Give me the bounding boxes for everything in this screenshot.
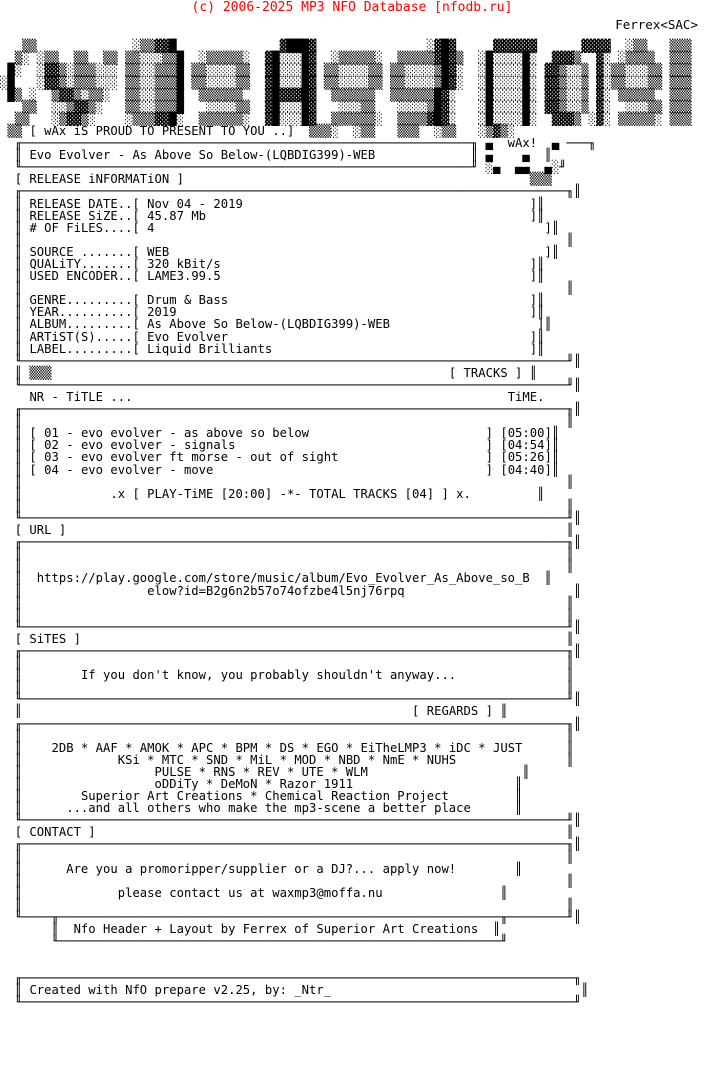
layout-credit: Nfo Header + Layout by Ferrex of Superior Art Creations xyxy=(73,922,479,937)
spacer-row: ║ ║ xyxy=(0,414,574,429)
layout-credit-row: ║ Nfo Header + Layout by Ferrex of Superior Art Creations ║ xyxy=(0,922,501,937)
field-label: ARTiST(S).....[ xyxy=(29,329,140,344)
tracks-summary: .x [ PLAY-TiME [20:00] -*- TOTAL TRACKS [04] ] x. xyxy=(110,486,471,501)
field-value: LAME3.99.5 xyxy=(147,269,221,284)
spacer-row: ║ ║ xyxy=(0,873,574,888)
nfodb-banner: (c) 2006-2025 MP3 NFO Database [nfodb.ru] xyxy=(191,0,513,15)
contact-box-bottom: ╙────╥────────────────────────────────────────────────────────────╥────────╜║ xyxy=(0,910,582,925)
release-box-bottom: ╙──────────────────────────────────────────────────────────────────────────╜║ xyxy=(0,353,582,368)
contact-line-1: Are you a promoripper/supplier or a DJ?... apply now! xyxy=(66,861,457,876)
regards-line: KSi * MTC * SND * MiL * MOD * NBD * NmE * NUHS xyxy=(117,752,457,767)
regards-line: PULSE * RNS * REV * UTE * WLM xyxy=(154,764,368,779)
spacer-row: ║ ║ xyxy=(0,680,574,695)
track-title: evo evolver - move xyxy=(80,462,214,477)
spacer-row: ║ ║ xyxy=(0,547,574,562)
sites-section-row: [ SiTES ] ║ xyxy=(14,631,574,646)
url-line-1[interactable]: https://play.google.com/store/music/album/Evo_Evolver_As_Above_so_B xyxy=(36,571,530,586)
release-box-top: ╓──────────────────────────────────────────────────────────────────────────╖║ xyxy=(0,184,582,199)
contact-section-label: [ CONTACT ] xyxy=(14,825,96,840)
field-value: 45.87 Mb xyxy=(147,208,207,223)
field-value: 4 xyxy=(147,220,155,235)
tracks-box-top: ╓──────────────────────────────────────────────────────────────────────────╖║ xyxy=(0,402,582,417)
group-credit: Ferrex<SAC> xyxy=(615,17,698,32)
tracks-col-right: TiME. xyxy=(507,390,545,404)
nfo-text-body xyxy=(0,28,704,1008)
tracks-section-row: ║ ▒▒▒ [ TRACKS ] ║ xyxy=(0,365,538,380)
field-value: 320 kBit/s xyxy=(147,256,221,271)
field-label: RELEASE SiZE..[ xyxy=(29,208,140,223)
track-time: [04:40] xyxy=(500,462,552,477)
track-nr: 02 xyxy=(44,438,59,453)
spacer-row: ║ ║ xyxy=(0,281,574,296)
field-label: GENRE.........[ xyxy=(29,293,140,308)
release-section-label: [ RELEASE iNFORMATiON ] xyxy=(14,172,184,187)
field-value: As Above So Below-(LQBDIG399)-WEB xyxy=(147,317,390,332)
regards-section-row: ║ [ REGARDS ] ║ xyxy=(0,704,508,719)
field-value: Evo Evolver xyxy=(147,329,229,344)
field-label: SOURCE .......[ xyxy=(29,244,140,259)
release-title: Evo Evolver - As Above So Below-(LQBDIG399)-WEB xyxy=(29,148,376,163)
track-title: evo evolver ft morse - out of sight xyxy=(80,450,339,465)
spacer-row: ║ ║ xyxy=(0,728,574,743)
sites-section-label: [ SiTES ] xyxy=(14,631,81,646)
track-row: ║ [ 04 - evo evolver - move ] [04:40]║ xyxy=(0,462,560,477)
track-nr: 01 xyxy=(44,426,59,441)
url-line-row: ║ elow?id=B2g6n2b57o74ofzbe4l5nj76rpq ║ xyxy=(0,583,582,598)
logo-row: ▒░ ░▒▒ ▒▒ ▒▒ ▒▒░░░▒▒█ ░▒▒▒▒▒░ ▓█░░░█▓ ░▒▒▒▒▒░ ▒▒▒▒▒▓█▓▒ ░█░░░░█░ ▓▓▓▒ ▓░ ░▒▒▒▒ ▒▒▒ xyxy=(0,51,692,66)
sites-text: If you don't know, you probably shouldn't anyway... xyxy=(80,668,457,683)
spacer-row: ║ ║ xyxy=(0,559,574,574)
regards-box-bottom: ╙──────────────────────────────────────────────────────────────────────────╜║ xyxy=(0,813,582,828)
track-time: [05:00] xyxy=(500,426,552,441)
regards-line-row: ║ Superior Art Creations * Chemical Reaction Project ║ xyxy=(0,789,523,804)
release-field-row: ║ SOURCE .......[ WEB ]║ xyxy=(0,244,560,259)
url-line-2[interactable]: elow?id=B2g6n2b57o74ofzbe4l5nj76rpq xyxy=(147,583,405,598)
field-value: Liquid Brilliants xyxy=(147,341,273,356)
release-section-row: [ RELEASE iNFORMATiON ] ▒▒▒ xyxy=(14,172,552,187)
url-section-row: [ URL ] ║ xyxy=(14,523,574,538)
footer-text-row: ║ Created with NfO prepare v2.25, by: _Ntr_ ║ xyxy=(0,982,589,997)
release-title-row: ╓─────────────────────────────────────────────────────────────╖ ▄ wAx! ▄ ───╖ xyxy=(0,136,596,151)
contact-line-row: ║ please contact us at waxmp3@moffa.nu ║ xyxy=(0,885,508,900)
url-box-bottom: ╙──────────────────────────────────────────────────────────────────────────╜║ xyxy=(0,619,582,634)
field-label: # OF FiLES....[ xyxy=(29,220,140,235)
release-field-row: ║ QUALiTY.......[ 320 kBit/s ]║ xyxy=(0,256,545,271)
logo-row: ░█ ░▓▓▒░▒▒▒░░░ ▒▒░░▒▒▒█ ▒▒░░░░▒▒ ▓█░░░█▓ ▒▒░░░░▒▒ ▒▒░░░░▒█▓░ ░█░░░░█░ ▓▓▒░░▒ ▓░▒▒░░░▒▒ ▒▒▒ xyxy=(0,75,692,90)
release-field-row: ║ USED ENCODER..[ LAME3.99.5 ]║ xyxy=(0,269,545,284)
regards-box-top: ╓──────────────────────────────────────────────────────────────────────────╖║ xyxy=(0,716,582,731)
logo-row: ▒▒ ░░▒▓▓▒░ ▒▒░░▒▒▒█ ░░░░▒▒ ▓█░░░█▓ ░░░▒▒ ░░░░▒█▓░ ░█░░░░█░ ▓▓▒░░▒ ▓░ ░░░▒▒ ▒▒▒ xyxy=(0,99,692,114)
spacer-row: ║ ║ xyxy=(0,897,574,912)
field-value: Nov 04 - 2019 xyxy=(147,196,243,211)
release-section-row: ╙─────────────────────────────────────────────────────────────╜ ░▄ ▄▄ ▄░╜ xyxy=(0,160,567,175)
spacer-row: ║ ║ xyxy=(0,849,574,864)
logo-row: ▒▒ ░▒▒▓▓█ ▓███▓ ░▓█▓ ▓▓▓▓▓▓ ▓▓▓▓ ░▒▒ ▒▒▒ xyxy=(0,39,692,54)
logo-row: █░ ░▓▓▒░▒▒▒░░░ ▒▒░░▒▒▒█ ▒▒░░░░▒▒ ▓█░░░█▓ ▒▒░░░░▒▒ ▒▒░░░░▒█▓░ ░█░░░░█░ ▓▓▒░░▒ ▓░▒▒░░░▒▒ ▒▒▒ xyxy=(0,63,692,78)
track-title: evo evolver - as above so below xyxy=(80,426,310,441)
spacer-row: ║ ║ xyxy=(0,232,574,247)
spacer-row: ║ ║ xyxy=(0,595,574,610)
tagline-text: [ wAx iS PROUD TO PRESENT TO YOU ..] xyxy=(29,123,295,138)
regards-line-row: ║ PULSE * RNS * REV * UTE * WLM ║ xyxy=(0,764,530,779)
sites-box-top: ╓──────────────────────────────────────────────────────────────────────────╖║ xyxy=(0,643,582,658)
footer-box-bottom: ╙───────────────────────────────────────────────────────────────────────────╜ xyxy=(0,994,582,1009)
spacer-row xyxy=(0,947,704,959)
tracks-col-left: NR - TiTLE ... xyxy=(29,390,133,404)
layout-credit-bottom: ╙────────────────────────────────────────────────────────────╜ xyxy=(0,934,508,949)
url-line-row: ║ https://play.google.com/store/music/album/Evo_Evolver_As_Above_so_B ║ xyxy=(0,571,552,586)
regards-line-row: ║ oDDiTy * DeMoN * Razor 1911 ║ xyxy=(0,777,523,791)
track-row: ║ [ 01 - evo evolver - as above so below ] [05:00]║ xyxy=(0,426,560,441)
contact-line-2[interactable]: please contact us at waxmp3@moffa.nu xyxy=(117,885,383,900)
field-value: WEB xyxy=(147,244,170,259)
group-mark: wAx! xyxy=(507,136,538,151)
field-label: RELEASE DATE..[ xyxy=(29,196,140,211)
tracks-box-bottom: ╙──────────────────────────────────────────────────────────────────────────╜║ xyxy=(0,510,582,525)
field-label: YEAR..........[ xyxy=(29,305,140,320)
release-field-row: ║ RELEASE DATE..[ Nov 04 - 2019 ]║ xyxy=(0,196,545,211)
field-label: USED ENCODER..[ xyxy=(29,269,140,284)
tracks-summary-row: ║ .x [ PLAY-TiME [20:00] -*- TOTAL TRACKS [04] ] x. ║ xyxy=(0,486,545,501)
release-field-row: ║ ARTiST(S).....[ Evo Evolver ]║ xyxy=(0,329,545,344)
spacer-row: ║ ║ xyxy=(0,498,574,513)
track-nr: 04 xyxy=(44,462,59,477)
regards-section-label: [ REGARDS ] xyxy=(412,704,493,719)
release-field-row: ║ YEAR..........[ 2019 ]║ xyxy=(0,305,545,320)
regards-line: Superior Art Creations * Chemical Reaction Project xyxy=(80,789,449,804)
field-value: 2019 xyxy=(147,305,177,320)
release-field-row: ║ ALBUM.........[ As Above So Below-(LQBDIG399)-WEB ]║ xyxy=(0,317,552,332)
field-label: QUALiTY.......[ xyxy=(29,256,140,271)
field-value: Drum & Bass xyxy=(147,293,229,308)
track-nr: 03 xyxy=(44,450,59,465)
field-label: ALBUM.........[ xyxy=(29,317,140,332)
tagline-row: ▒▒ [ wAx iS PROUD TO PRESENT TO YOU ..] ▒▒▒░ ░▒▒ ▒▒▒ ░▒▒ ░▒▓▒░ xyxy=(0,123,523,138)
url-box-top: ╓──────────────────────────────────────────────────────────────────────────╖║ xyxy=(0,535,582,550)
contact-line-row: ║ Are you a promoripper/supplier or a DJ?... apply now! ║ xyxy=(0,861,523,876)
regards-line: ...and all others who make the mp3-scene a better place xyxy=(66,801,471,816)
regards-line-row: ║ KSi * MTC * SND * MiL * MOD * NBD * NmE * NUHS ║ xyxy=(0,752,574,767)
logo-row: █▒ ░ ▒▓▓▒░▒▒░ ▒▒░░▒▒▒█ ▒▒▒▒▒▒ ▓█▓▓▓█▓ ▒▒▒▒▒▒ ▒▒▒▒▒▒█▓░ ░█░░░░█░ ▓▓▒░░▒ ▓░ ▒▒▒▒▒ ▒▒▒ xyxy=(0,87,692,102)
track-row: ║ [ 03 - evo evolver ft morse - out of sight ] [05:26]║ xyxy=(0,450,560,465)
regards-line-row: ║ ...and all others who make the mp3-scene a better place ║ xyxy=(0,801,523,816)
release-field-row: ║ GENRE.........[ Drum & Bass ]║ xyxy=(0,293,545,308)
sites-box-bottom: ╙──────────────────────────────────────────────────────────────────────────╜║ xyxy=(0,692,582,707)
tracks-header-sep: ╙──────────────────────────────────────────────────────────────────────────╜║ xyxy=(0,377,582,392)
track-time: [04:54] xyxy=(500,438,552,453)
release-field-row: ║ RELEASE SiZE..[ 45.87 Mb ]║ xyxy=(0,208,545,223)
regards-line: oDDiTy * DeMoN * Razor 1911 xyxy=(154,777,354,791)
logo-row: ▒▒ ░▒▓▓▒░ ░▒▒▒▓▓█░ ▒▒▒▒▒▒░ ▓█░░░█▓ ▒▒▒▒▒▒░ ▒▒▒▒▓█▓░ ░█░░░░█░ ▓▓▓▒ ░▓░ ▒▒▒▒▒░ ▒▒▒ xyxy=(0,111,692,126)
sites-text-row: ║ If you don't know, you probably shouldn't anyway... ║ xyxy=(0,668,574,683)
track-row: ║ [ 02 - evo evolver - signals ] [04:54]║ xyxy=(0,438,560,453)
footer-box-top: ╓───────────────────────────────────────────────────────────────────────────╖ xyxy=(0,970,582,985)
spacer-row: ║ ║ xyxy=(0,656,574,671)
tracks-section-label: [ TRACKS ] xyxy=(448,365,523,380)
spacer-row xyxy=(0,959,704,971)
release-field-row: ║ # OF FiLES....[ 4 ]║ xyxy=(0,220,560,235)
field-label: LABEL.........[ xyxy=(29,341,140,356)
track-title: evo evolver - signals xyxy=(80,438,236,453)
footer-text: Created with NfO prepare v2.25, by: _Ntr_ xyxy=(29,982,332,997)
regards-line-row: ║ 2DB * AAF * AMOK * APC * BPM * DS * EGO * EiTheLMP3 * iDC * JUST ║ xyxy=(0,740,574,755)
contact-section-row: [ CONTACT ] ║ xyxy=(14,825,574,840)
release-title-row: ║ Evo Evolver - As Above So Below-(LQBDIG399)-WEB ║ ▄ ▄ ║ xyxy=(0,148,552,163)
spacer-row: ║ ║ xyxy=(0,474,574,489)
contact-box-top: ╓──────────────────────────────────────────────────────────────────────────╖║ xyxy=(0,837,582,852)
track-time: [05:26] xyxy=(500,450,552,465)
spacer-row: ║ ║ xyxy=(0,607,574,622)
regards-line: 2DB * AAF * AMOK * APC * BPM * DS * EGO * EiTheLMP3 * iDC * JUST xyxy=(51,740,523,755)
url-section-label: [ URL ] xyxy=(14,523,67,538)
release-field-row: ║ LABEL.........[ Liquid Brilliants ]║ xyxy=(0,341,545,356)
